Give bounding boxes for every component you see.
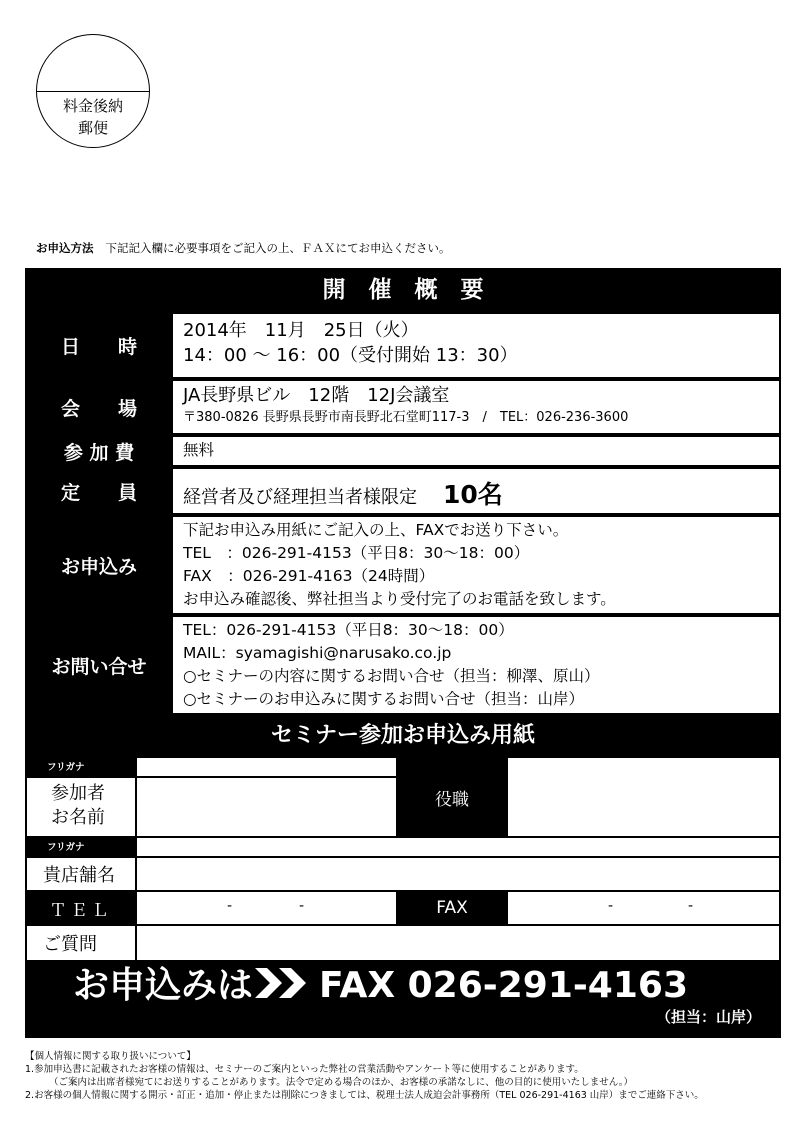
question-field[interactable] <box>137 926 779 960</box>
row-inquiry <box>25 615 781 715</box>
fee-value <box>173 437 779 465</box>
apply-line: TEL ：026-291-4153（平日8：30～18：00） <box>183 544 530 562</box>
venue-name: JA長野県ビル 12階 12J会議室 <box>183 385 450 406</box>
inquiry-line: TEL：026-291-4153（平日8：30～18：00） <box>183 621 514 639</box>
row-date <box>25 312 781 379</box>
row-capacity <box>25 467 781 515</box>
apply-value <box>173 517 779 613</box>
cta-fax-number: FAX 026-291-4163 <box>319 965 688 1006</box>
fax-label: FAX <box>436 898 468 918</box>
participant-label-line: お名前 <box>51 807 105 828</box>
participant-name-field[interactable] <box>137 778 396 836</box>
method-label: お申込方法 <box>36 241 94 255</box>
apply-line: FAX ：026-291-4163（24時間） <box>183 567 435 585</box>
row-apply <box>25 515 781 615</box>
furigana-label: フリガナ <box>47 842 85 853</box>
inquiry-value <box>173 617 779 713</box>
seminar-sheet <box>25 268 781 1038</box>
participant-name-label <box>27 778 135 836</box>
fee-label: 参 加 費 <box>63 441 135 464</box>
venue-value <box>173 381 779 433</box>
notes-item: 2.お客様の個人情報に関する開示・訂正・追加・停止または削除につきましては、税理士法人成迫会計事務所（TEL 026-291-4163 山岸）までご連絡下さい。 <box>25 1090 704 1101</box>
tel-label: ＴＥＬ <box>49 900 113 921</box>
furigana-label: フリガナ <box>47 762 85 773</box>
cta-prefix: お申込みは <box>73 965 254 1006</box>
application-method <box>36 240 451 256</box>
cta-contact: （担当：山岸） <box>655 1008 761 1026</box>
capacity-count: 10名 <box>443 480 503 509</box>
date-value <box>173 314 779 377</box>
stamp-divider <box>37 91 149 92</box>
postage-paid-stamp <box>36 34 150 148</box>
venue-label: 会 場 <box>60 397 137 420</box>
method-text: 下記記入欄に必要事項をご記入の上、ＦＡＸにてお申込ください。 <box>105 241 451 255</box>
inquiry-line: ○セミナーの内容に関するお問い合せ（担当：柳澤、原山） <box>183 667 600 685</box>
participant-label-line: 参加者 <box>51 783 105 804</box>
apply-label: お申込み <box>60 555 137 578</box>
participant-furigana-field[interactable] <box>137 758 396 776</box>
privacy-notes <box>25 1050 704 1102</box>
tel-dash: - <box>227 898 233 914</box>
store-name-label: 貴店舗名 <box>27 858 135 890</box>
apply-line: お申込み確認後、弊社担当より受付完了のお電話を致します。 <box>183 590 616 608</box>
form-title: セミナー参加お申込み用紙 <box>270 723 535 748</box>
fax-field[interactable] <box>508 892 779 924</box>
fax-dash: - <box>688 898 694 914</box>
notes-item: （ご案内は出席者様宛てにお送りすることがあります。法令で定める場合のほか、お客様の承諾なしに、他の目的に使用いたしません。） <box>49 1077 634 1088</box>
row-fee <box>25 435 781 467</box>
stamp-text <box>37 95 149 139</box>
date-line: 2014年 11月 25日（火） <box>183 320 419 341</box>
time-line: 14：00 ～ 16：00（受付開始 13：30） <box>183 345 518 366</box>
position-field[interactable] <box>508 758 779 836</box>
store-furigana-field[interactable] <box>137 838 779 856</box>
tel-dash: - <box>299 898 305 914</box>
stamp-line1: 料金後納 <box>62 97 123 115</box>
fax-dash: - <box>608 898 614 914</box>
fee-text: 無料 <box>183 441 215 459</box>
date-label: 日 時 <box>60 336 137 358</box>
stamp-line2: 郵便 <box>77 119 108 137</box>
inquiry-label: お問い合せ <box>51 655 147 678</box>
double-chevron-right-icon <box>255 963 309 1011</box>
inquiry-line: ○セミナーのお申込みに関するお問い合せ（担当：山岸） <box>183 690 585 708</box>
fax-cta <box>25 962 781 1038</box>
question-label: ご質問 <box>27 926 135 960</box>
capacity-text: 経営者及び経理担当者様限定 <box>183 487 417 508</box>
cta-line <box>73 962 688 1011</box>
notes-heading: 【個人情報に関する取り扱いについて】 <box>25 1051 196 1062</box>
row-venue <box>25 379 781 435</box>
position-label: 役職 <box>435 789 469 810</box>
store-name-field[interactable] <box>137 858 779 890</box>
capacity-label: 定 員 <box>60 481 137 504</box>
capacity-value <box>173 469 779 513</box>
notes-item: 1.参加申込書に記載されたお客様の情報は、セミナーのご案内といった弊社の営業活動やアンケート等に使用することがあります。 <box>25 1064 584 1075</box>
inquiry-line: MAIL：syamagishi@narusako.co.jp <box>183 644 452 662</box>
overview-title: 開 催 概 要 <box>322 277 484 303</box>
tel-field[interactable] <box>137 892 396 924</box>
apply-line: 下記お申込み用紙にご記入の上、FAXでお送り下さい。 <box>183 521 569 539</box>
venue-address: 〒380-0826 長野県長野市南長野北石堂町117-3 / TEL：026-236-3600 <box>183 410 629 425</box>
